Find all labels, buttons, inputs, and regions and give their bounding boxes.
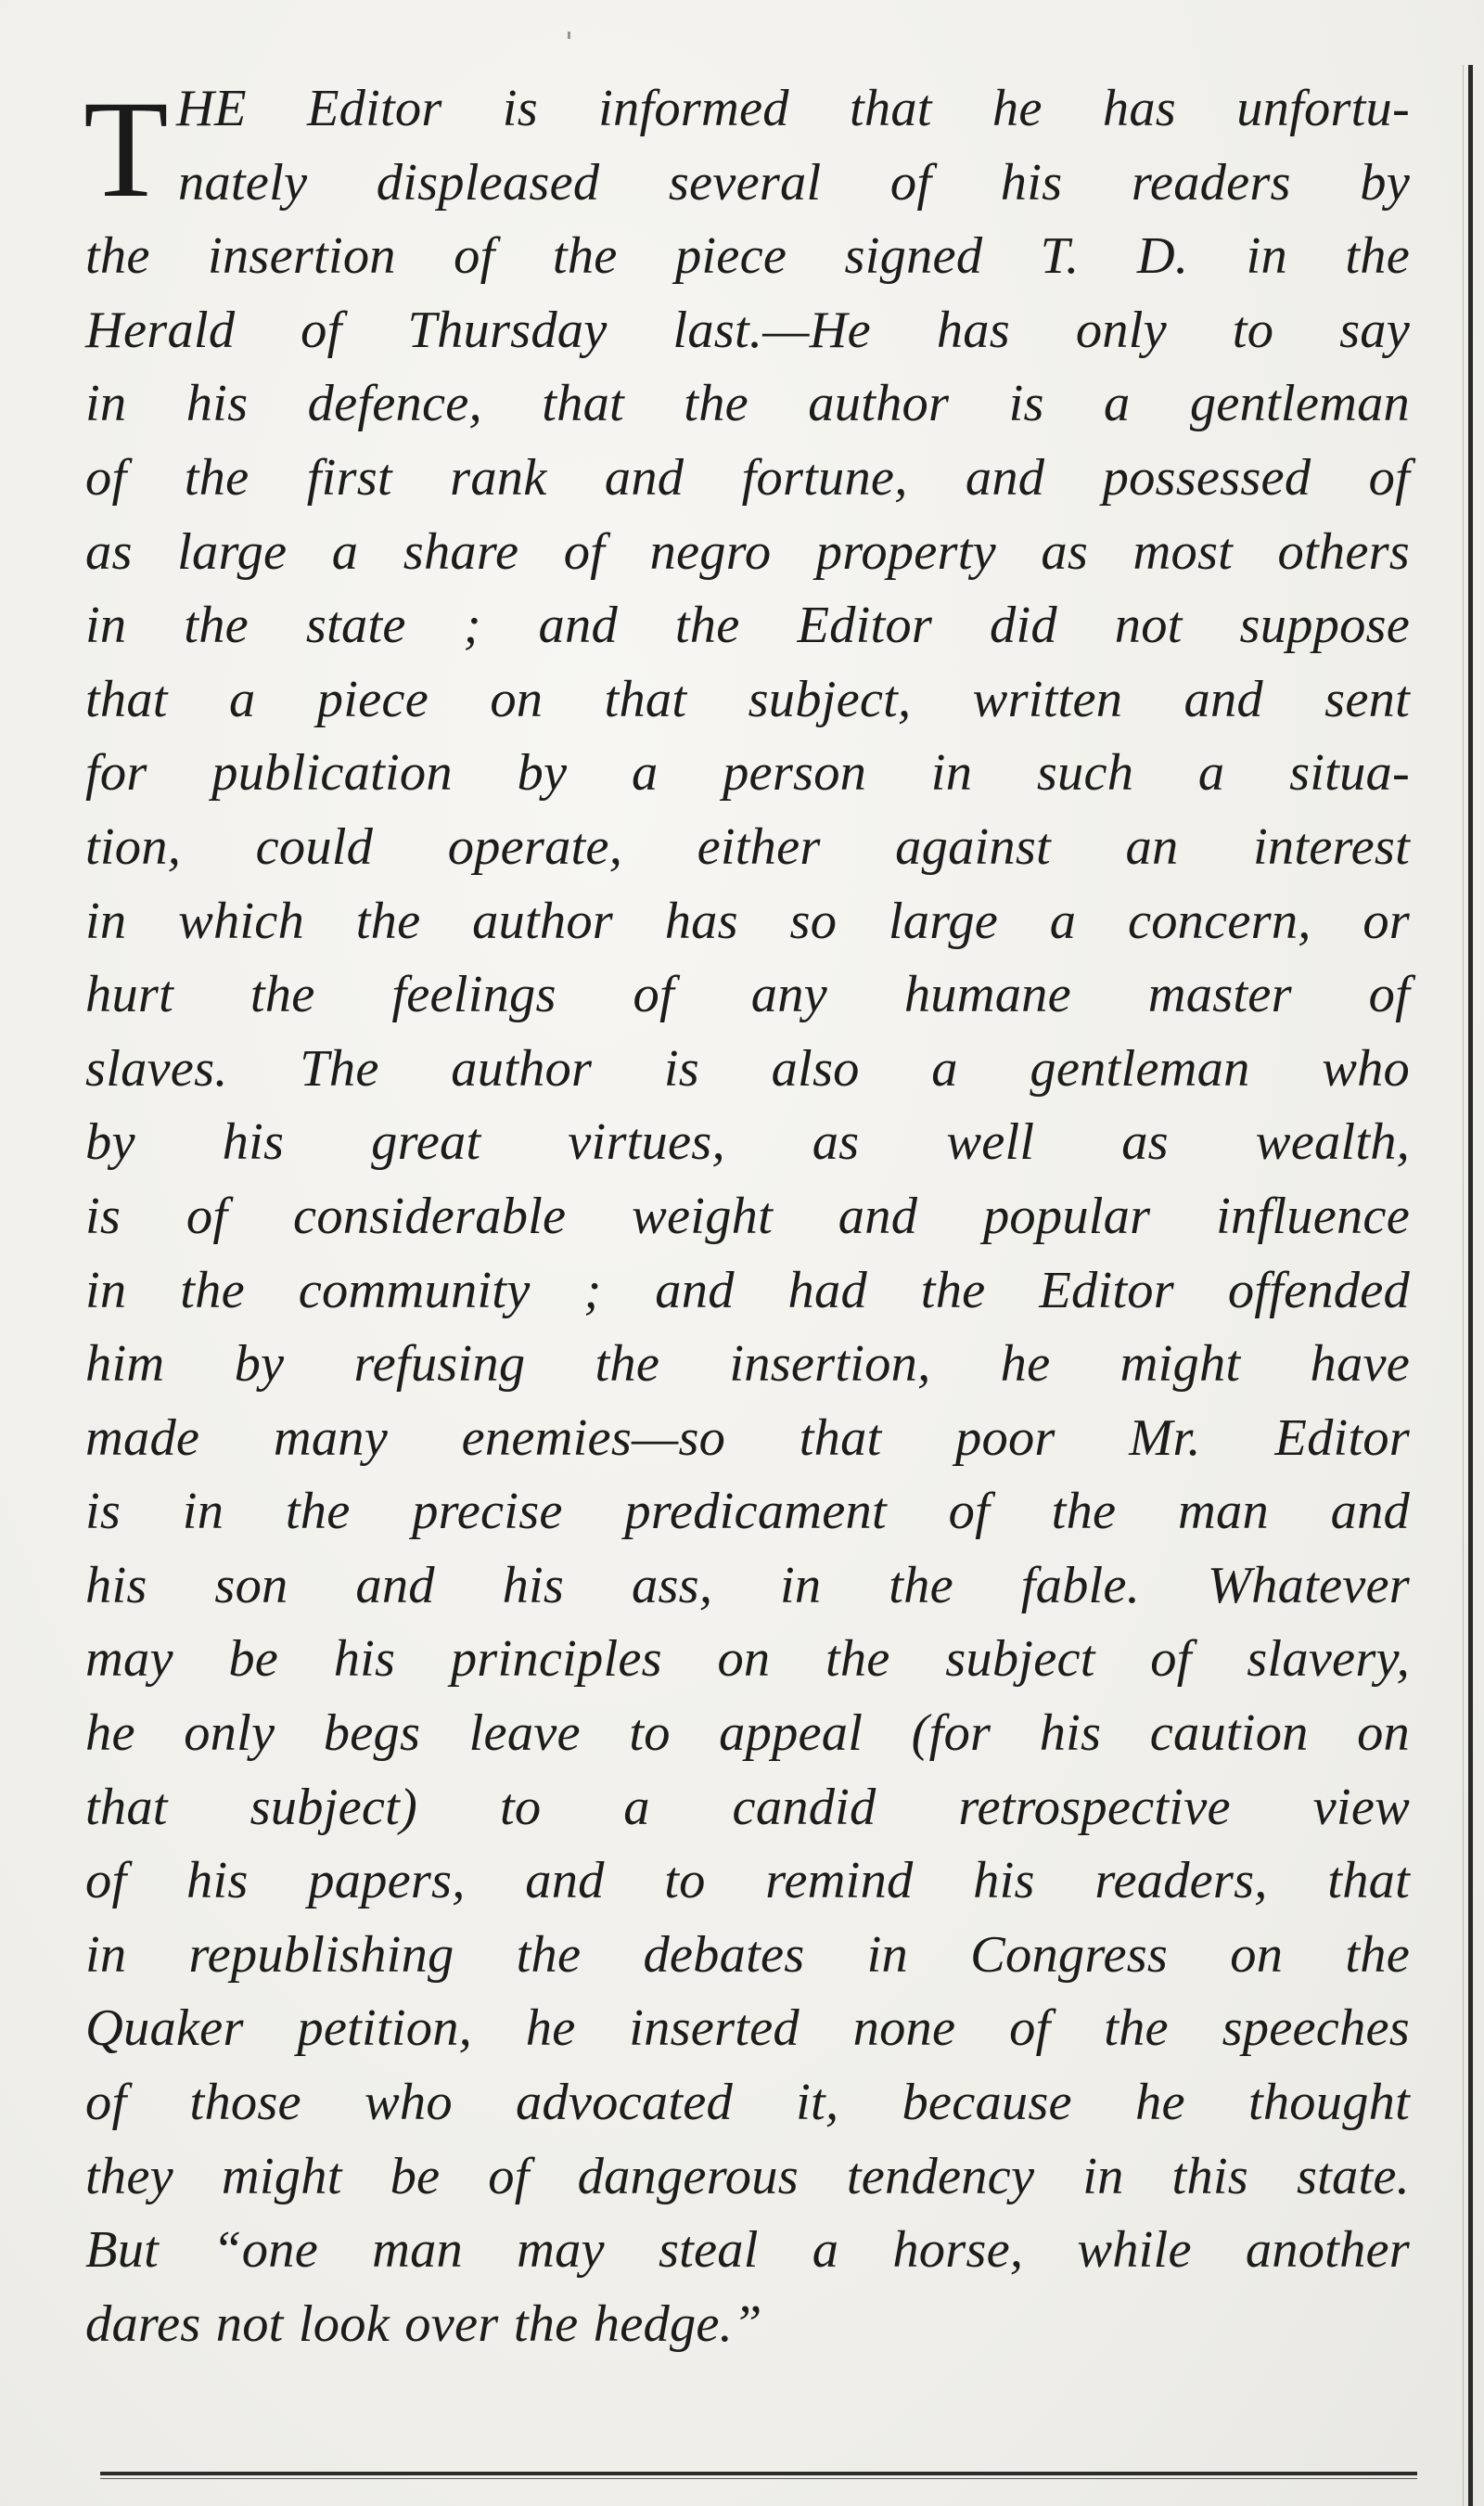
text-line: slaves. The author is also a gentleman who (85, 1039, 1410, 1098)
text-line: by his great virtues, as well as wealth, (85, 1113, 1410, 1172)
text-line: he only begs leave to appeal (for his caution on (85, 1704, 1410, 1763)
text-line: in the state ; and the Editor did not suppose (85, 597, 1410, 655)
section-divider (100, 2472, 1417, 2475)
text-line: Herald of Thursday last.—He has only to say (85, 301, 1410, 359)
text-line: the insertion of the piece signed T. D. in the (85, 227, 1410, 286)
text-line: nately displeased several of his readers by (178, 153, 1410, 212)
editor-notice (85, 72, 1410, 2361)
column-rule (1468, 65, 1473, 2506)
section-divider-thin (100, 2478, 1417, 2479)
text-line: of those who advocated it, because he thought (85, 2074, 1410, 2132)
text-line: is in the precise predicament of the man and (85, 1483, 1410, 1541)
text-line: dares not look over the hedge.” (85, 2294, 762, 2353)
text-line: in his defence, that the author is a gentleman (85, 375, 1410, 433)
text-line: that subject) to a candid retrospective view (85, 1778, 1410, 1836)
text-line: as large a share of negro property as most others (85, 522, 1410, 581)
text-line: tion, could operate, either against an interest (85, 817, 1410, 876)
drop-cap: T (83, 72, 169, 226)
text-line: HE Editor is informed that he has unfortu- (176, 80, 1410, 137)
text-line: his son and his ass, in the fable. Whatever (85, 1556, 1410, 1614)
text-line: that a piece on that subject, written and sent (85, 670, 1410, 728)
text-line: But “one man may steal a horse, while another (85, 2221, 1410, 2280)
text-line: in the community ; and had the Editor offended (85, 1261, 1410, 1319)
text-line: Quaker petition, he inserted none of the speeches (85, 1999, 1410, 2058)
text-line: may be his principles on the subject of slavery, (85, 1630, 1410, 1689)
text-line: him by refusing the insertion, he might have (85, 1335, 1410, 1394)
text-line: for publication by a person in such a situa- (85, 744, 1410, 803)
text-line: of the first rank and fortune, and possessed of (85, 448, 1410, 507)
text-line: in republishing the debates in Congress on the (85, 1925, 1410, 1984)
text-line: made many enemies—so that poor Mr. Editor (85, 1408, 1410, 1467)
text-line: of his papers, and to remind his readers, that (85, 1852, 1410, 1910)
text-line: hurt the feelings of any humane master of (85, 966, 1410, 1024)
text-line: is of considerable weight and popular influence (85, 1187, 1410, 1245)
text-line: they might be of dangerous tendency in this state. (85, 2147, 1410, 2205)
column-rule-shadow (1463, 65, 1464, 2506)
text-line: in which the author has so large a concern, or (85, 892, 1410, 950)
ink-speck (568, 32, 570, 39)
